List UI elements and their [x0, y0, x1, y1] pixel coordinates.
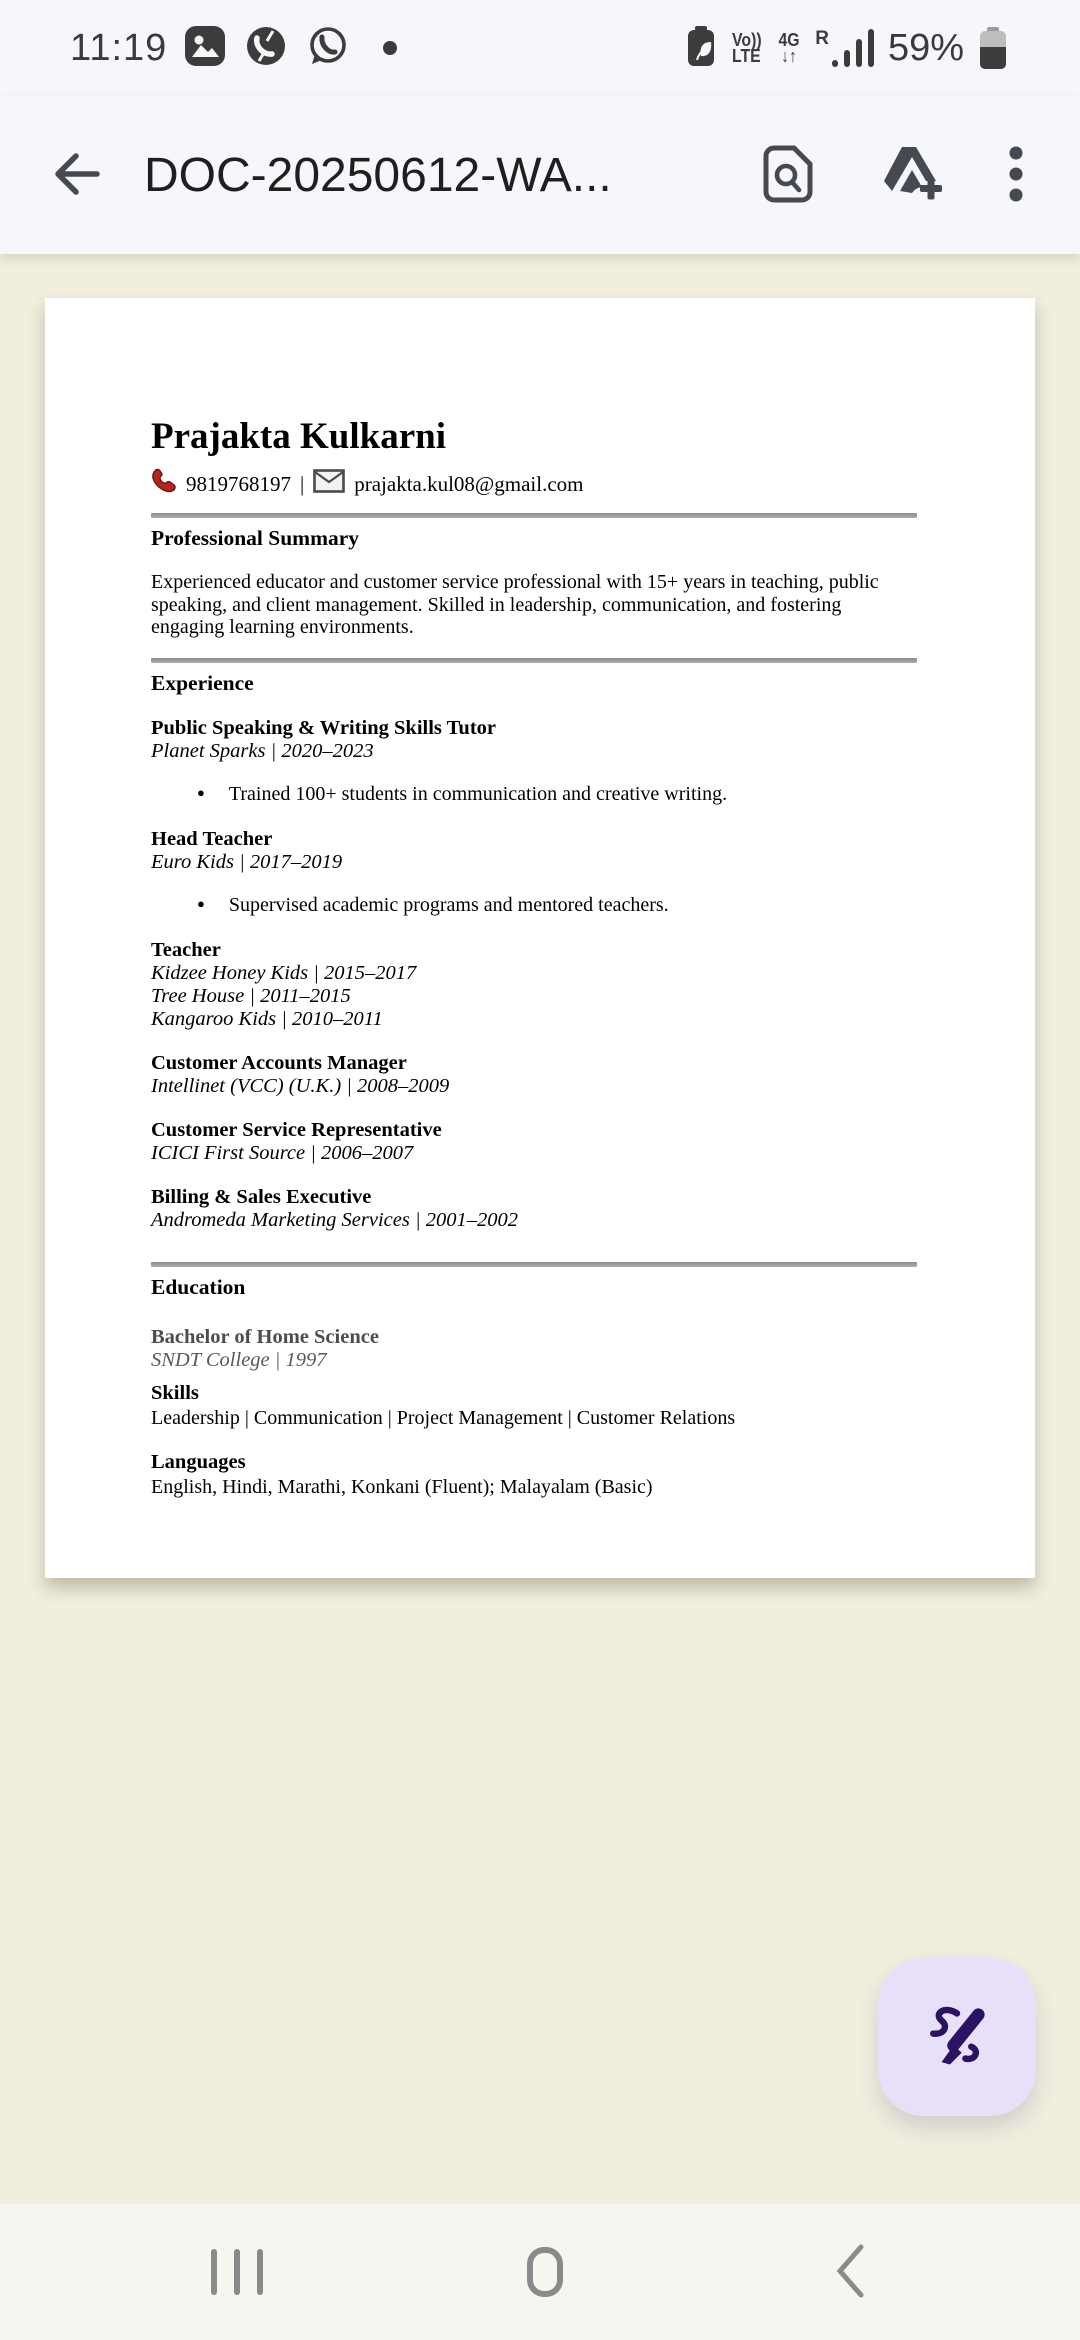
job-title: Customer Accounts Manager	[151, 1051, 407, 1074]
sign-pen-icon	[919, 1998, 995, 2077]
volte-indicator: Vo)) LTE	[731, 30, 762, 66]
languages-section	[151, 1451, 917, 1499]
job-meta: Kangaroo Kids | 2010–2011	[151, 1007, 383, 1030]
job-meta: Intellinet (VCC) (U.K.) | 2008–2009	[151, 1074, 450, 1097]
experience-heading: Experience	[151, 670, 254, 695]
contact-separator: |	[300, 471, 305, 496]
battery-percent: 59%	[887, 26, 964, 69]
contact-line	[151, 468, 917, 500]
job-title: Customer Service Representative	[151, 1118, 442, 1141]
nav-back-button[interactable]	[770, 2204, 930, 2340]
notification-dot	[383, 41, 397, 55]
status-bar-left	[70, 23, 397, 74]
email-icon	[313, 469, 345, 499]
back-button[interactable]	[50, 147, 104, 204]
recents-button[interactable]	[157, 2204, 317, 2340]
section-divider	[151, 513, 917, 518]
resume-content	[45, 298, 1035, 1499]
skills-section	[151, 1382, 917, 1430]
document-title: DOC-20250612-WA...	[144, 148, 612, 202]
email-address: prajakta.kul08@gmail.com	[354, 471, 584, 496]
skills-heading: Skills	[151, 1381, 199, 1404]
recents-icon	[211, 2249, 263, 2295]
find-in-document-icon	[760, 144, 816, 207]
job-meta: Planet Sparks | 2020–2023	[151, 739, 374, 762]
phone-icon	[151, 468, 177, 500]
app-bar-actions	[760, 144, 1024, 207]
job-meta: Andromeda Marketing Services | 2001–2002	[151, 1208, 518, 1231]
navigation-bar	[0, 2204, 1080, 2340]
app-bar	[0, 96, 1080, 254]
status-bar[interactable]	[0, 0, 1080, 96]
experience-entry	[151, 717, 917, 807]
annotate-fab[interactable]	[878, 1958, 1036, 2116]
summary-body: Experienced educator and customer service professional with 15+ years in teaching, public speaking, and client management. Skilled in leadership, communication, and fostering engaging learning environments.	[151, 571, 879, 639]
experience-entry	[151, 939, 917, 1031]
back-arrow-icon	[50, 147, 104, 204]
mobile-data-indicator: 4G ↓↑	[778, 30, 800, 66]
save-to-drive-button[interactable]	[880, 145, 944, 206]
signal-strength-icon: R	[815, 26, 874, 70]
job-title: Public Speaking & Writing Skills Tutor	[151, 716, 497, 739]
job-title: Billing & Sales Executive	[151, 1185, 372, 1208]
job-title: Head Teacher	[151, 827, 273, 850]
summary-heading: Professional Summary	[151, 526, 360, 550]
job-meta: Euro Kids | 2017–2019	[151, 850, 343, 873]
bullet-text: Trained 100+ students in communication and creative writing.	[228, 782, 728, 805]
document-viewer[interactable]	[0, 254, 1080, 2204]
call-icon	[243, 23, 289, 74]
resume-name: Prajakta Kulkarni	[151, 416, 446, 457]
job-title: Teacher	[151, 938, 221, 961]
bullet-icon: ●	[197, 784, 205, 800]
education-meta: SNDT College | 1997	[151, 1348, 327, 1371]
whatsapp-icon	[305, 23, 351, 74]
section-divider	[151, 658, 917, 663]
status-bar-right	[686, 24, 1006, 73]
bullet-text: Supervised academic programs and mentored teachers.	[228, 893, 669, 916]
job-meta: Kidzee Honey Kids | 2015–2017	[151, 961, 417, 984]
experience-entry	[151, 1186, 917, 1232]
education-heading: Education	[151, 1274, 246, 1299]
job-meta: Tree House | 2011–2015	[151, 984, 351, 1007]
home-button[interactable]	[465, 2204, 625, 2340]
experience-entry	[151, 1119, 917, 1165]
home-icon	[527, 2247, 563, 2297]
languages-body: English, Hindi, Marathi, Konkani (Fluent); Malayalam (Basic)	[151, 1475, 653, 1498]
document-page	[45, 298, 1035, 1578]
section-divider	[151, 1262, 917, 1267]
experience-entry	[151, 828, 917, 918]
chevron-left-icon	[835, 2243, 865, 2302]
job-bullet	[151, 894, 917, 918]
clock: 11:19	[70, 26, 168, 69]
languages-heading: Languages	[151, 1450, 246, 1473]
job-meta: ICICI First Source | 2006–2007	[151, 1141, 414, 1164]
drive-add-icon	[880, 145, 944, 206]
find-in-document-button[interactable]	[760, 144, 816, 207]
gallery-icon	[183, 24, 227, 73]
bullet-icon: ●	[197, 895, 205, 911]
experience-entry	[151, 1052, 917, 1098]
job-bullet	[151, 783, 917, 807]
kebab-menu-icon	[1008, 145, 1024, 206]
battery-icon	[980, 27, 1006, 69]
skills-body: Leadership | Communication | Project Management | Customer Relations	[151, 1406, 736, 1429]
battery-saver-icon	[686, 24, 716, 73]
more-options-button[interactable]	[1008, 145, 1024, 206]
phone-number: 9819768197	[186, 471, 291, 496]
education-degree: Bachelor of Home Science	[151, 1325, 379, 1348]
